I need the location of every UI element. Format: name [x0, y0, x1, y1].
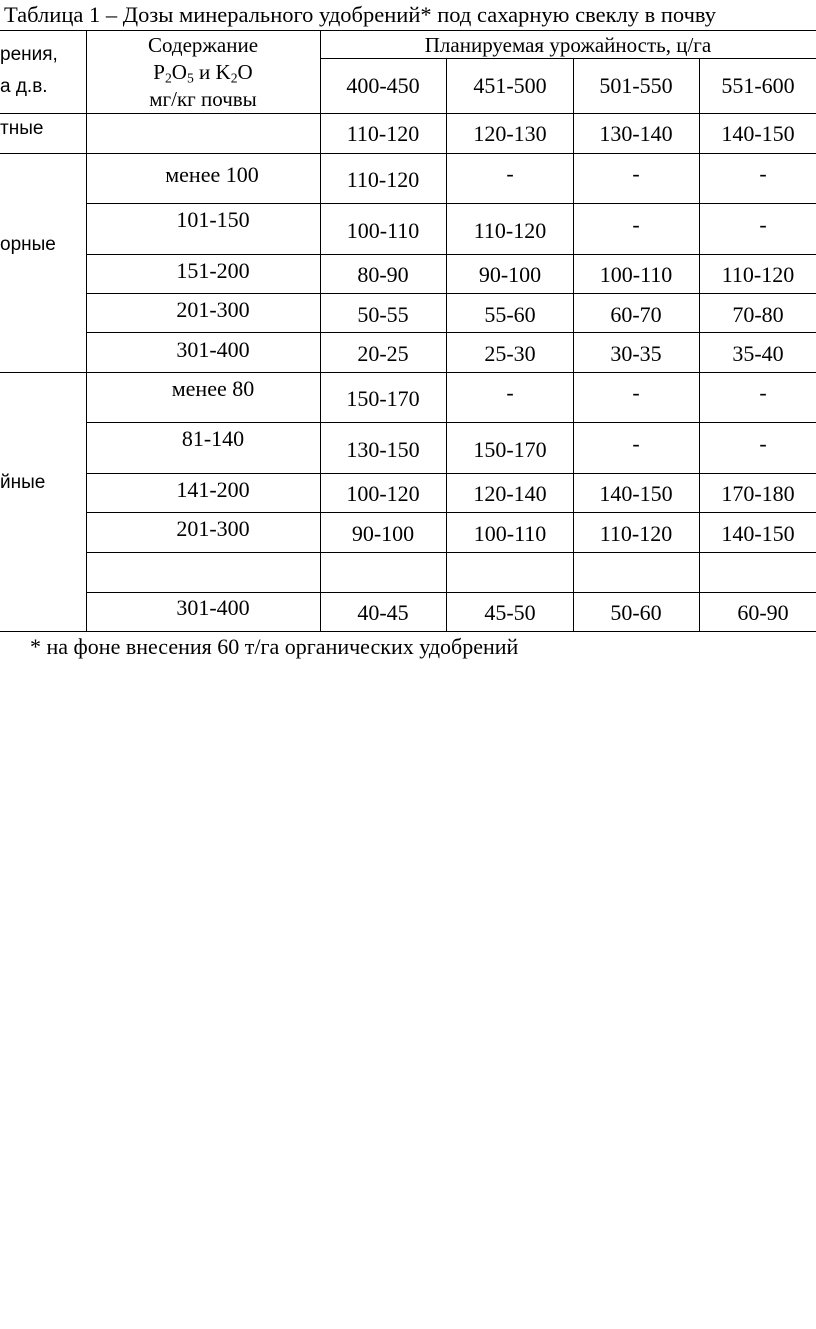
content-cell: 151-200	[176, 258, 250, 283]
table-cell: -	[759, 161, 767, 186]
table-cell: 35-40	[732, 341, 784, 366]
header-yield-col: 501-550	[599, 73, 673, 98]
content-cell: 301-400	[176, 595, 250, 620]
table-cell: 140-150	[721, 121, 795, 146]
table-cell: 100-110	[346, 218, 420, 243]
table-cell: 100-110	[473, 521, 547, 546]
table-cell: 140-150	[599, 481, 673, 506]
table-cell: -	[759, 380, 767, 405]
content-cell: 141-200	[176, 477, 250, 502]
table-cell: 90-100	[351, 521, 415, 546]
table-cell: 80-90	[357, 262, 409, 287]
table-cell: -	[759, 431, 767, 456]
table-cell: -	[759, 212, 767, 237]
table-cell: 60-70	[610, 302, 662, 327]
table-cell: -	[632, 380, 640, 405]
table-cell: 60-90	[737, 600, 789, 625]
header-yield-col: 451-500	[473, 73, 547, 98]
header-content-line1: Содержание	[147, 33, 259, 57]
header-col1-line2: а д.в.	[0, 76, 48, 97]
table-cell: 120-130	[473, 121, 547, 146]
table-cell: -	[632, 212, 640, 237]
table-cell: -	[506, 161, 514, 186]
table-cell: 55-60	[484, 302, 536, 327]
table-cell: 70-80	[732, 302, 784, 327]
content-cell: 201-300	[176, 516, 250, 541]
table-cell: 50-55	[357, 302, 409, 327]
content-cell: 301-400	[176, 337, 250, 362]
header-yield-title: Планируемая урожайность, ц/га	[424, 33, 712, 57]
table-cell: -	[632, 161, 640, 186]
table-cell: 40-45	[357, 600, 409, 625]
table-cell: 90-100	[478, 262, 542, 287]
content-cell: менее 100	[165, 162, 259, 187]
header-yield-col: 551-600	[721, 73, 795, 98]
table-cell: 30-35	[610, 341, 662, 366]
table-cell: 150-170	[346, 386, 420, 411]
table-cell: 120-140	[473, 481, 547, 506]
header-col1-line1: рения,	[0, 44, 58, 65]
header-content-line3: мг/кг почвы	[149, 87, 257, 111]
table-cell: -	[632, 431, 640, 456]
table-cell: 170-180	[721, 481, 795, 506]
table-cell: 50-60	[610, 600, 662, 625]
table-cell: 140-150	[721, 521, 795, 546]
table-cell: 110-120	[721, 262, 795, 287]
table-cell: 110-120	[599, 521, 673, 546]
row-label-potassium: йные	[0, 472, 46, 493]
table-title: Таблица 1 – Дозы минерального удобрений* под сахарную свеклу в почву	[4, 2, 716, 27]
header-content-line2: $P_2O_5$ и $K_2O$	[153, 60, 253, 86]
header-yield-col: 400-450	[346, 73, 420, 98]
table-cell: 100-110	[599, 262, 673, 287]
row-label-phosphorus: орные	[0, 234, 56, 255]
content-cell: 81-140	[181, 426, 245, 451]
table-cell: 110-120	[346, 167, 420, 192]
table-cell: 25-30	[484, 341, 536, 366]
table-cell: 45-50	[484, 600, 536, 625]
table-cell: -	[506, 380, 514, 405]
table-cell: 20-25	[357, 341, 409, 366]
content-cell: 201-300	[176, 297, 250, 322]
footnote: * на фоне внесения 60 т/га органических удобрений	[30, 634, 519, 659]
table-cell: 130-140	[599, 121, 673, 146]
content-cell: 101-150	[176, 207, 250, 232]
content-cell: менее 80	[171, 376, 255, 401]
table-cell: 130-150	[346, 437, 420, 462]
table-cell: 110-120	[346, 121, 420, 146]
row-label-nitrogen: тные	[0, 118, 44, 139]
table-cell: 100-120	[346, 481, 420, 506]
table-cell: 110-120	[473, 218, 547, 243]
table-cell: 150-170	[473, 437, 547, 462]
